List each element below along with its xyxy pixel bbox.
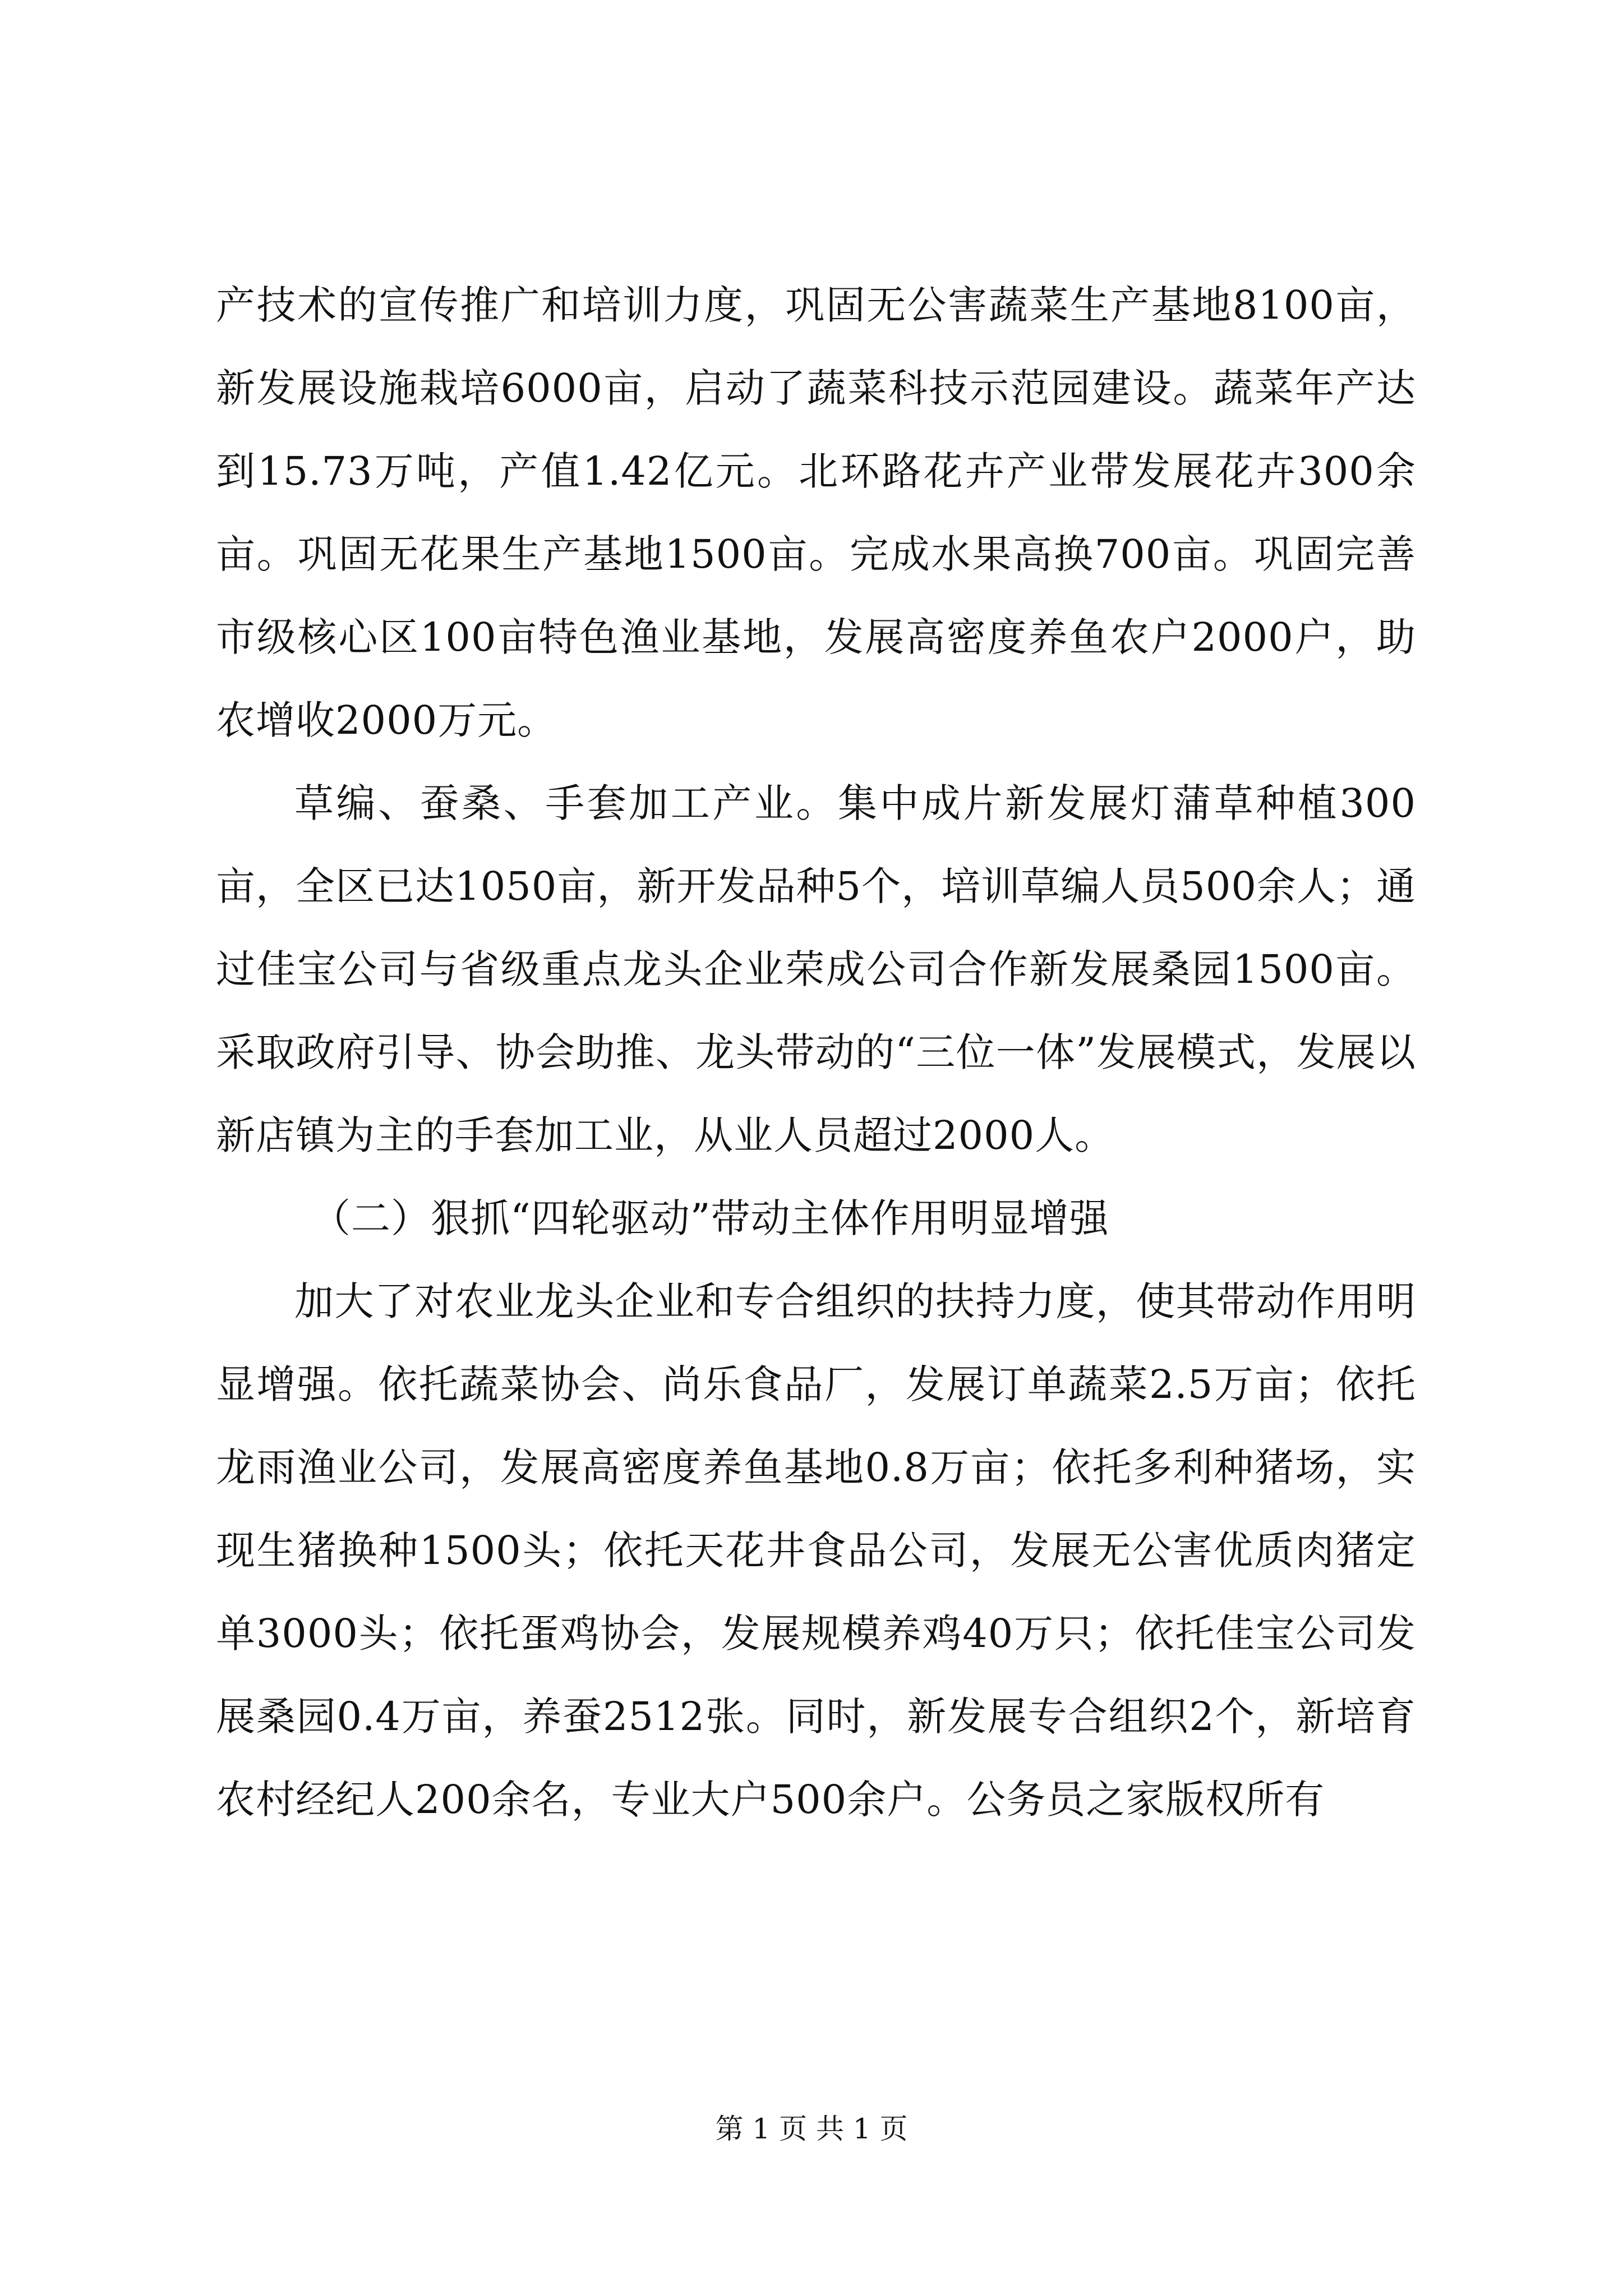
section-heading: （二）狠抓“四轮驱动”带动主体作用明显增强 (311, 1195, 1109, 1241)
paragraph-straw-silk-glove-industry: 草编、蚕桑、手套加工产业。集中成片新发展灯蒲草种植300亩，全区已达1050亩，新开发品种5个，培训草编人员500余人；通过佳宝公司与省级重点龙头企业荣成公司合作新发展桑园1500亩。采取政府引导、协会助推、龙头带动的“三位一体”发展模式，发展以新店镇为主的手套加工业，从业人员超过2000人。 (216, 780, 1416, 1158)
page-footer: 第 1 页 共 1 页 (715, 2113, 908, 2145)
document-body (216, 264, 1416, 1841)
paragraph-vegetable-industry: 产技术的宣传推广和培训力度，巩固无公害蔬菜生产基地8100亩，新发展设施栽培6000亩，启动了蔬菜科技示范园建设。蔬菜年产达到15.73万吨，产值1.42亿元。北环路花卉产业带发展花卉300余亩。巩固无花果生产基地1500亩。完成水果高换700亩。巩固完善市级核心区100亩特色渔业基地，发展高密度养鱼农户2000户，助农增收2000万元。 (216, 282, 1416, 743)
paragraph-leading-enterprises: 加大了对农业龙头企业和专合组织的扶持力度，使其带动作用明显增强。依托蔬菜协会、尚乐食品厂，发展订单蔬菜2.5万亩；依托龙雨渔业公司，发展高密度养鱼基地0.8万亩；依托多利种猪场，实现生猪换种1500头；依托天花井食品公司，发展无公害优质肉猪定单3000头；依托蛋鸡协会，发展规模养鸡40万只；依托佳宝公司发展桑园0.4万亩，养蚕2512张。同时，新发展专合组织2个，新培育农村经纪人200余名，专业大户500余户。公务员之家版权所有 (216, 1278, 1416, 1823)
